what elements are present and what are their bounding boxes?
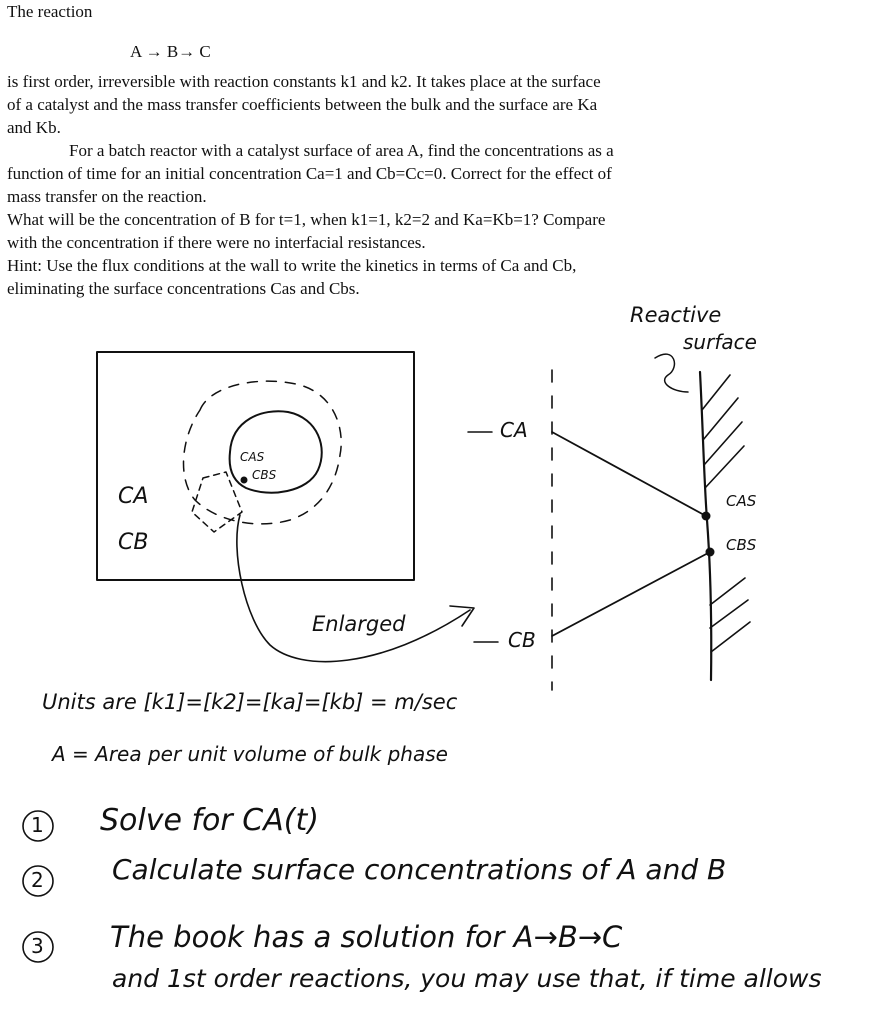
cb-profile	[552, 552, 710, 636]
cas-small-label: CAS	[240, 450, 265, 464]
surface-pointer-arrow	[655, 354, 688, 392]
enlarged-region	[192, 472, 242, 532]
problem-line: mass transfer on the reaction.	[7, 187, 207, 206]
problem-line: with the concentration if there were no interfacial resistances.	[7, 233, 426, 252]
problem-line: What will be the concentration of B for t=1, when k1=1, k2=2 and Ka=Kb=1? Compare	[7, 210, 606, 229]
enlarged-label: Enlarged	[312, 612, 406, 636]
reactive-label: Reactive	[630, 303, 722, 327]
item-text: The book has a solution for A→B→C	[110, 920, 623, 954]
surface-point	[241, 477, 248, 484]
hint-line: Hint: Use the flux conditions at the wall to write the kinetics in terms of Ca and Cb,	[7, 256, 577, 275]
item-text: Calculate surface concentrations of A and B	[112, 853, 727, 886]
item-number: 3	[31, 934, 44, 958]
cas-label: CAS	[726, 492, 757, 510]
reaction-equation: A → B→ C	[130, 42, 211, 61]
reactive-surface-wall	[700, 372, 711, 680]
ca-profile	[552, 432, 706, 516]
cbs-label: CBS	[726, 536, 757, 554]
area-note: A = Area per unit volume of bulk phase	[52, 742, 448, 766]
item-number: 2	[31, 868, 44, 892]
ca-bulk-label: CA	[500, 418, 528, 442]
item-text: Solve for CA(t)	[100, 803, 319, 838]
cas-point	[702, 512, 711, 521]
problem-line: of a catalyst and the mass transfer coefficients between the bulk and the surface are Ka	[7, 95, 598, 114]
item-number: 1	[31, 813, 44, 837]
item-text-continued: and 1st order reactions, you may use that, if time allows	[112, 964, 822, 993]
units-note: Units are [k1]=[k2]=[ka]=[kb] = m/sec	[42, 690, 458, 714]
problem-line: and Kb.	[7, 118, 61, 137]
problem-line: is first order, irreversible with reaction constants k1 and k2. It takes place at the surface	[7, 72, 601, 91]
enlarge-arrow	[237, 515, 470, 662]
problem-title: The reaction	[7, 2, 93, 21]
surface-label: surface	[683, 330, 757, 354]
box-ca-label: CA	[118, 484, 149, 509]
problem-line: For a batch reactor with a catalyst surface of area A, find the concentrations as a	[69, 141, 614, 160]
hint-line: eliminating the surface concentrations Cas and Cbs.	[7, 279, 360, 298]
cb-bulk-label: CB	[508, 628, 536, 652]
problem-line: function of time for an initial concentration Ca=1 and Cb=Cc=0. Correct for the effect of	[7, 164, 612, 183]
cbs-small-label: CBS	[252, 468, 277, 482]
cbs-point	[706, 548, 715, 557]
box-cb-label: CB	[118, 530, 149, 555]
